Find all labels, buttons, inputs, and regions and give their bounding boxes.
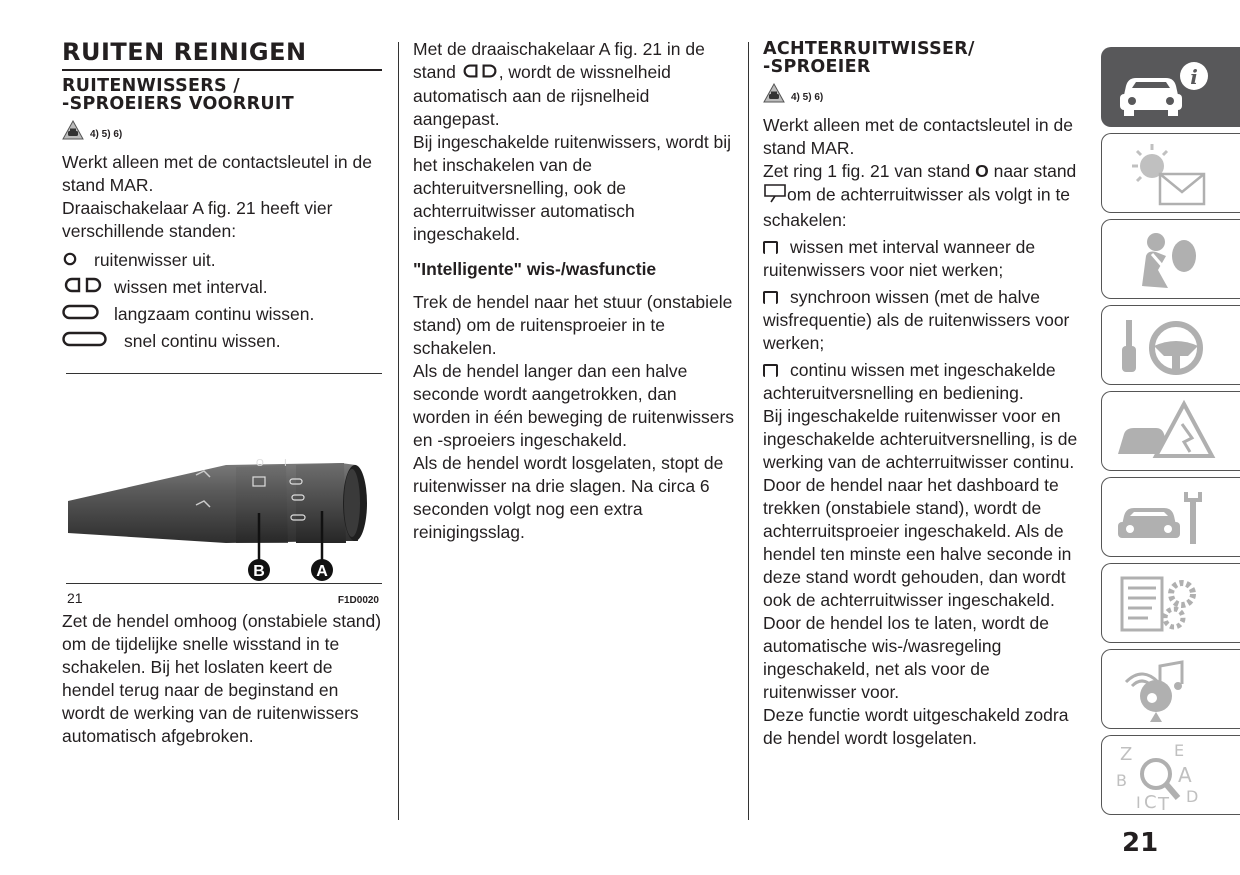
svg-text:I: I [284,458,287,469]
smart-wash-paragraph-1: Trek de hendel naar het stuur (onstabiele stand) om de ruitensproeier in te schakelen. [413,291,733,358]
column-divider-1 [398,42,399,820]
index-letter-d: D [1186,787,1199,806]
rear-wiper-symbol-icon [763,183,787,209]
rear-bullet-3-text: continu wissen met ingeschakelde achteruitversnelling en bediening. [763,360,1056,403]
subsection-title-line2: -SPROEIERS VOORRUIT [62,94,294,114]
tab-technical-data[interactable] [1101,563,1240,643]
key-steering-wheel-icon [1112,312,1222,380]
tab-safety[interactable] [1101,219,1240,299]
page-number: 21 [1122,828,1159,858]
warning-car-icon [763,83,785,112]
rear-paragraph-5: Deze functie wordt uitgeschakeld zodra de hendel wordt losgelaten. [763,705,1069,748]
position-interval [62,276,384,299]
wiper-stalk-illustration [66,423,382,583]
rear-bullet-1 [763,236,1085,282]
rear-paragraph-4: Door de hendel naar het dashboard te trekken (onstabiele stand), wordt de achterruitsproeier ingeschakeld. Als de hendel ten minste een halve seconde in deze stand wordt gehouden, dan wordt ook de achterruitwisser ingeschakeld. Door de hendel los te laten, wordt de automatische wis-/wasregeling ingeschakeld, net als voor de ruitenwisser voor. [763,475,1072,702]
tab-emergency[interactable] [1101,391,1240,471]
warning-refs [62,123,384,145]
position-fast-label: snel continu wissen. [124,331,281,351]
figure-code: F1D0020 [337,595,379,606]
svg-text:i: i [1190,65,1198,89]
rear-wiper-title-line1: ACHTERRUITWISSER/ [763,39,975,59]
tab-starting-driving[interactable] [1101,305,1240,385]
figure-number: 21 [67,590,83,606]
figure-bottom-rule [66,583,382,584]
rear-bullet-1-text: wissen met interval wanneer de ruitenwissers voor niet werken; [763,237,1036,280]
position-off [62,249,384,272]
rear-p2-text-c: om de achterruitwisser als volgt in te schakelen: [763,184,1071,230]
multimedia-icon [1112,656,1222,724]
specs-gears-icon [1112,570,1222,638]
slow-continuous-icon [62,303,104,326]
figure-label-b: B [253,563,265,580]
alphabet-index-icon [1112,742,1222,810]
subsection-title [62,77,384,113]
position-interval-label: wissen met interval. [114,277,268,297]
warning-refs [763,86,1085,108]
tab-multimedia[interactable] [1101,649,1240,729]
reverse-paragraph: Bij ingeschakelde ruitenwissers, wordt bij het inschakelen van de achteruitversnelling, ook de achterruitwisser automatisch ingeschakeld. [413,131,732,244]
warning-car-icon [62,120,84,149]
index-letter-t: T [1158,794,1169,810]
tab-maintenance[interactable] [1101,477,1240,557]
position-off-label: ruitenwisser uit. [94,250,216,270]
car-wrench-icon [1112,484,1222,552]
refs-text: 4) 5) 6) [90,128,123,140]
svg-text:O: O [256,458,264,469]
tab-index[interactable] [1101,735,1240,815]
subsection-title-line1: RUITENWISSERS / [62,76,240,96]
car-info-icon [1112,54,1222,122]
smart-wash-heading: "Intelligente" wis-/wasfunctie [413,258,657,279]
column-2 [413,38,735,544]
interval-symbol-icon [461,62,499,85]
refs-text: 4) 5) 6) [791,91,824,103]
outro-paragraph: Zet de hendel omhoog (onstabiele stand) om de tijdelijke snelle wisstand in te schakelen. Bij het loslaten keert de hendel terug naar de beginstand en wordt de werking van de ruitenwissers automatisch afgebroken. [62,611,382,746]
tab-lights-messages[interactable] [1101,133,1240,213]
smart-wash-paragraph-2: Als de hendel langer dan een halve seconde wordt aangetrokken, dan worden in één beweging de ruitenwissers en -sproeiers ingeschakeld. [413,360,735,450]
section-title: RUITEN REINIGEN [62,38,382,71]
index-letter-z: Z [1120,744,1133,765]
airbag-seat-icon [1112,226,1222,294]
rear-bullet-2 [763,286,1085,355]
position-slow [62,303,384,326]
auto-speed-paragraph [413,38,735,131]
tab-car-info[interactable] [1101,47,1240,127]
position-fast [62,330,384,353]
bullet-square-icon [763,364,778,377]
index-letter-a: A [1178,763,1192,787]
position-slow-label: langzaam continu wissen. [114,304,315,324]
smart-wash-paragraph-3: Als de hendel wordt losgelaten, stopt de ruitenwisser na drie slagen. Na circa 6 seconden volgt nog een extra reinigingsslag. [413,452,724,542]
rear-paragraph-2 [763,160,1085,232]
rear-wiper-title-line2: -SPROEIER [763,57,871,77]
rear-p2-text-a: Zet ring 1 fig. 21 van stand [763,161,971,181]
fast-continuous-icon [62,330,114,353]
rear-wiper-title [763,40,1085,76]
rear-paragraph-3: Bij ingeschakelde ruitenwisser voor en ingeschakelde achteruitversnelling, is de werking van de achterruitwisser continu. [763,406,1078,472]
intro-paragraph-2: Draaischakelaar A fig. 21 heeft vier verschillende standen: [62,198,333,241]
interval-symbol-icon [62,276,104,299]
index-letter-i: I [1136,793,1141,810]
rear-p2-text-b: naar stand [993,161,1077,181]
column-3 [763,38,1085,750]
bullet-square-icon [763,241,778,254]
auto-speed-text-1: Met de draaischakelaar A fig. 21 in de stand [413,39,705,82]
figure-label-a: A [316,563,328,580]
figure-21 [62,373,384,618]
car-warning-triangle-icon [1112,398,1222,466]
column-divider-2 [748,42,749,820]
figure-top-rule [66,373,382,374]
index-letter-e: E [1174,742,1185,760]
rear-bullet-2-text: synchroon wissen (met de halve wisfrequentie) als de ruitenwissers voor werken; [763,287,1070,353]
intro-paragraph-1: Werkt alleen met de contactsleutel in de stand MAR. [62,152,372,195]
rear-p2-o: O [975,161,989,181]
index-letter-b: B [1116,771,1127,790]
rear-paragraph-1: Werkt alleen met de contactsleutel in de stand MAR. [763,115,1073,158]
rear-bullet-3 [763,359,1085,405]
bullet-square-icon [763,291,778,304]
auto-speed-text-2: , wordt de wissnelheid automatisch aan de rijsnelheid aangepast. [413,62,671,129]
index-letter-c: C [1144,792,1157,810]
off-circle-icon [62,249,84,272]
lights-message-icon [1112,140,1222,208]
column-1 [62,38,384,748]
